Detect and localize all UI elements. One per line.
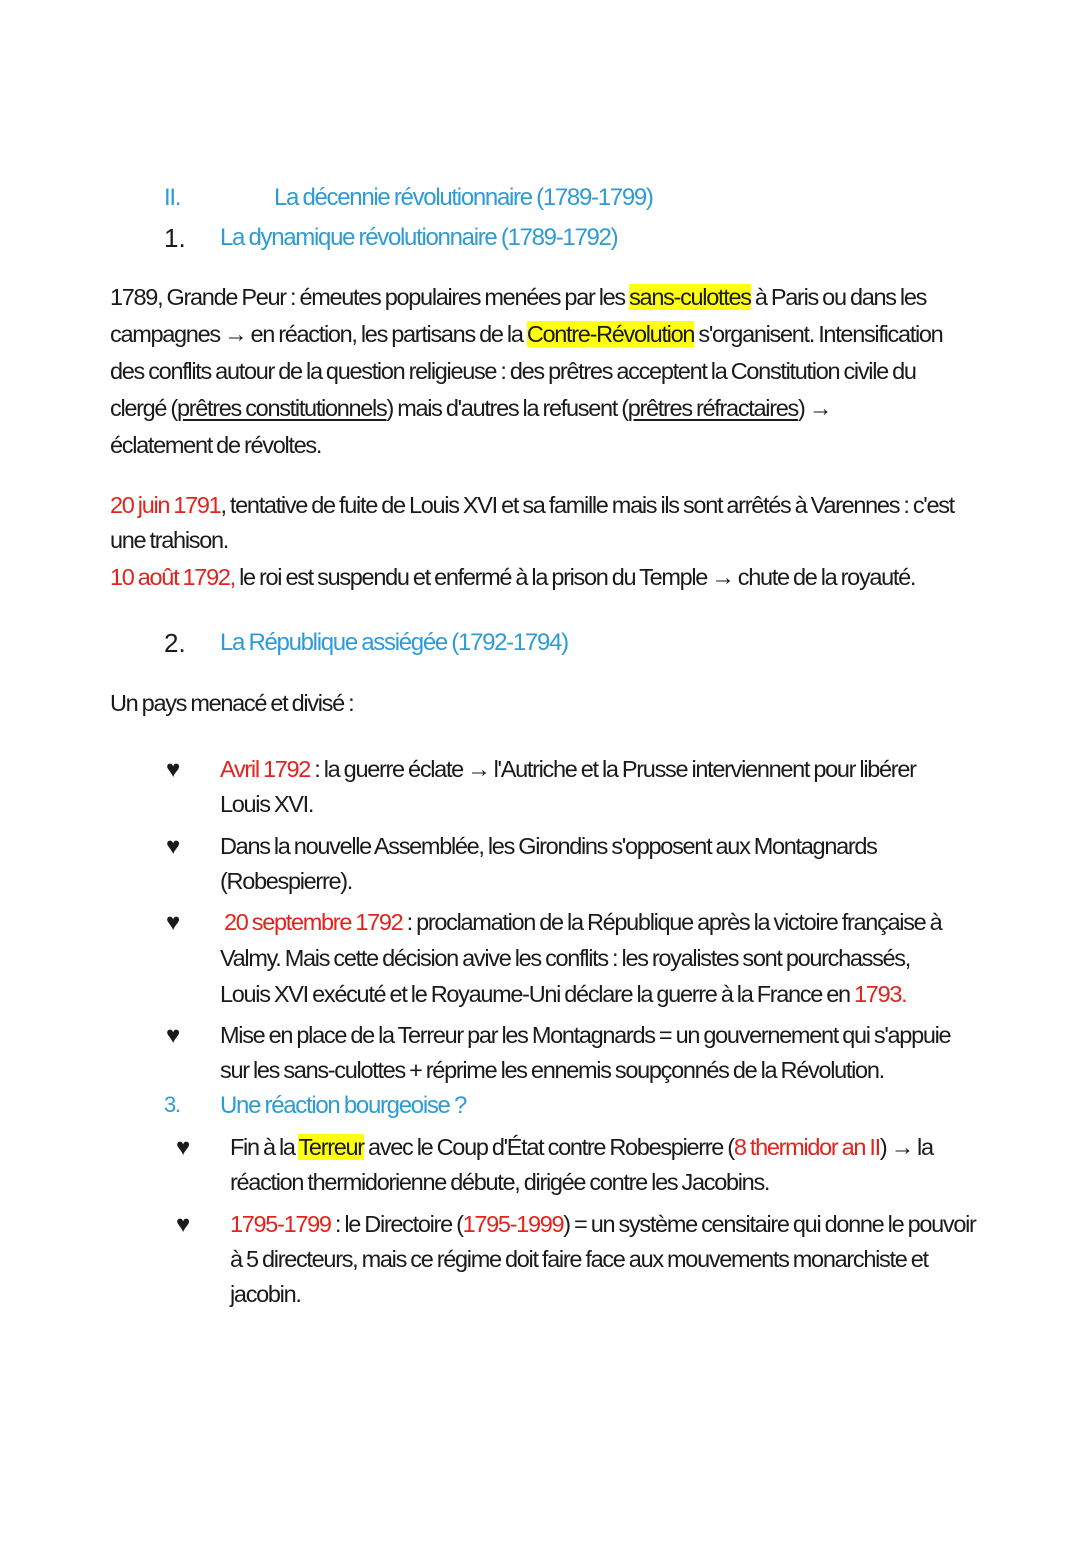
- highlight-sans-culottes: sans-culottes: [629, 284, 751, 310]
- paragraph-1-line-1: 1789, Grande Peur : émeutes populaires menées par les sans-culottes à Paris ou dans les: [110, 284, 927, 310]
- paragraph-2-line-2: une trahison.: [110, 527, 228, 553]
- paragraph-2-line-1: 20 juin 1791, tentative de fuite de Louis XVI et sa famille mais ils sont arrêtés à Varennes : c'est: [110, 492, 954, 518]
- bullet-2-line-1: Dans la nouvelle Assemblée, les Girondins s'opposent aux Montagnards: [220, 833, 877, 859]
- bullet-1-line-1: Avril 1792 : la guerre éclate → l'Autriche et la Prusse interviennent pour libérer: [220, 756, 916, 782]
- bullet-3-1-line-2: réaction thermidorienne débute, dirigée contre les Jacobins.: [230, 1169, 770, 1195]
- heart-bullet-icon: ♥: [166, 756, 181, 783]
- paragraph-1-line-4: clergé (prêtres constitutionnels) mais d'autres la refusent (prêtres réfractaires) →: [110, 395, 831, 421]
- subsection-2-number: 2.: [164, 628, 186, 658]
- highlight-contre-revolution: Contre-Révolution: [526, 321, 695, 347]
- bullet-2-line-2: (Robespierre).: [220, 868, 352, 894]
- bullet-3-2-line-1: 1795-1799 : le Directoire (1795-1999) = un système censitaire qui donne le pouvoir: [230, 1211, 976, 1237]
- paragraph-1-line-3: des conflits autour de la question religieuse : des prêtres acceptent la Constitution civile du: [110, 358, 916, 384]
- heart-bullet-icon: ♥: [166, 833, 181, 860]
- subsection-3-number: 3.: [164, 1092, 180, 1117]
- underline-pretres-refractaires: prêtres réfractaires: [627, 395, 798, 421]
- highlight-terreur: Terreur: [298, 1134, 364, 1160]
- heart-bullet-icon: ♥: [176, 1211, 191, 1238]
- bullet-3-2-line-3: jacobin.: [230, 1281, 301, 1307]
- date-10-aout-1792: 10 août 1792,: [110, 564, 235, 590]
- underline-pretres-constitutionnels: prêtres constitutionnels: [176, 395, 387, 421]
- date-1795-1799: 1795-1799: [230, 1211, 331, 1237]
- subsection-2-title: La République assiégée (1792-1794): [220, 629, 568, 656]
- date-avril-1792: Avril 1792: [220, 756, 311, 782]
- heart-bullet-icon: ♥: [176, 1134, 191, 1161]
- bullet-3-line-3: Louis XVI exécuté et le Royaume-Uni déclare la guerre à la France en 1793.: [220, 981, 907, 1007]
- heart-bullet-icon: ♥: [166, 1022, 181, 1049]
- date-20-juin-1791: 20 juin 1791: [110, 492, 221, 518]
- bullet-3-1-line-1: Fin à la Terreur avec le Coup d'État contre Robespierre (8 thermidor an II) → la: [230, 1134, 933, 1160]
- heart-bullet-icon: ♥: [166, 909, 181, 936]
- paragraph-1-line-2: campagnes → en réaction, les partisans de la Contre-Révolution s'organisent. Intensification: [110, 321, 943, 347]
- subsection-1-number: 1.: [164, 223, 186, 253]
- bullet-1-line-2: Louis XVI.: [220, 791, 314, 817]
- date-20-septembre-1792: 20 septembre 1792: [224, 909, 403, 935]
- section-title: La décennie révolutionnaire (1789-1799): [274, 184, 653, 211]
- paragraph-2-line-3: 10 août 1792, le roi est suspendu et enfermé à la prison du Temple → chute de la royauté.: [110, 564, 916, 590]
- bullet-3-line-2: Valmy. Mais cette décision avive les conflits : les royalistes sont pourchassés,: [220, 945, 910, 971]
- bullet-3-line-1: 20 septembre 1792 : proclamation de la République après la victoire française à: [224, 909, 942, 935]
- date-8-thermidor: 8 thermidor an II: [733, 1134, 880, 1160]
- paragraph-1-line-5: éclatement de révoltes.: [110, 432, 322, 458]
- date-1793: 1793.: [854, 981, 907, 1007]
- bullet-4-line-1: Mise en place de la Terreur par les Montagnards = un gouvernement qui s'appuie: [220, 1022, 951, 1048]
- intro-line: Un pays menacé et divisé :: [110, 690, 354, 716]
- bullet-4-line-2: sur les sans-culottes + réprime les ennemis soupçonnés de la Révolution.: [220, 1057, 884, 1083]
- date-1795-1999: 1795-1999: [462, 1211, 564, 1237]
- subsection-1-title: La dynamique révolutionnaire (1789-1792): [220, 224, 618, 251]
- bullet-3-2-line-2: à 5 directeurs, mais ce régime doit faire face aux mouvements monarchiste et: [230, 1246, 928, 1272]
- subsection-3-title: Une réaction bourgeoise ?: [220, 1092, 467, 1119]
- section-numeral: II.: [164, 184, 181, 211]
